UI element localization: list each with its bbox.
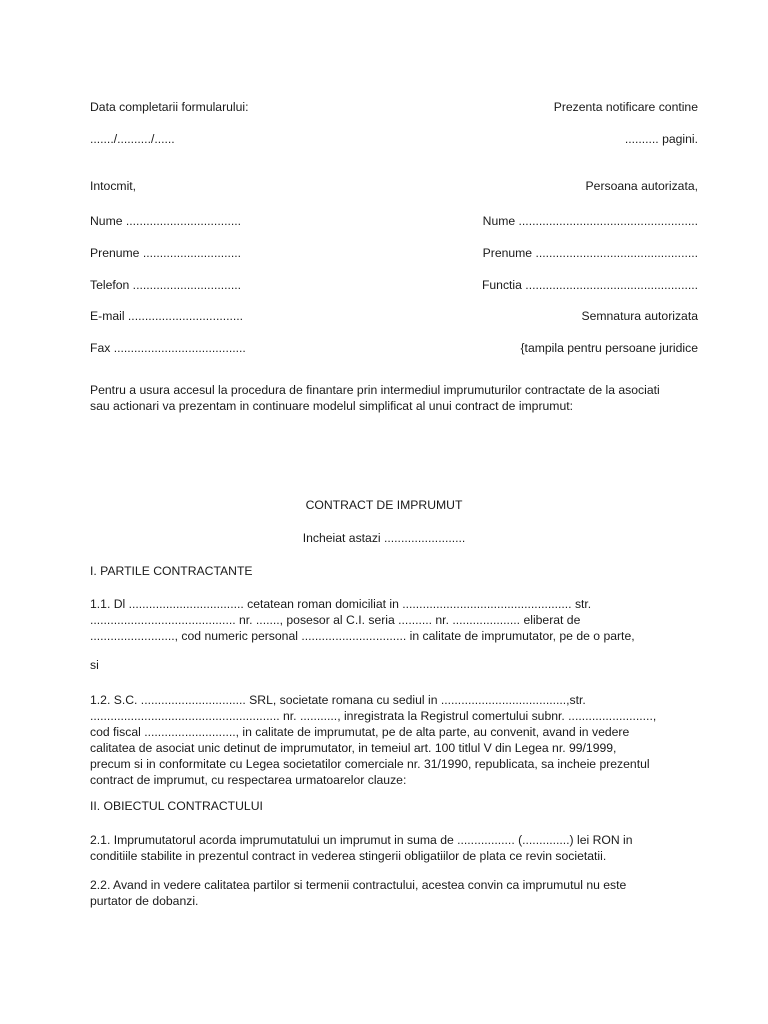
left-surname-field: Prenume ............................. xyxy=(90,246,242,260)
clause-line: calitatea de asociat unic detinut de imprumutator, in temeiul art. 100 titlul V din Legea nr. 99/1999, xyxy=(90,741,617,755)
clause-line: 2.2. Avand in vedere calitatea partilor si termenii contractului, acestea convin ca imprumutul nu este xyxy=(90,878,627,892)
intro-line: sau actionari va prezentam in continuare modelul simplificat al unui contract de imprumut: xyxy=(90,399,573,413)
clause-line: contract de imprumut, cu respectarea urmatoarelor clauze: xyxy=(90,773,407,787)
pages-value: .......... pagini. xyxy=(624,132,698,146)
clause-line: purtator de dobanzi. xyxy=(90,894,199,908)
date-value: ......./........../...... xyxy=(90,132,175,146)
contract-title: CONTRACT DE IMPRUMUT xyxy=(305,498,463,512)
clause-line: ........................., cod numeric personal ............................... in calitate de imprumutator, pe de o parte, xyxy=(90,629,635,643)
clause-line: 1.2. S.C. ............................... SRL, societate romana cu sediul in .....................................,str. xyxy=(90,693,586,707)
fax-field: Fax ....................................... xyxy=(90,341,246,355)
prepared-by-title: Intocmit, xyxy=(90,179,137,193)
clause-1-2 xyxy=(90,692,700,788)
email-field: E-mail .................................. xyxy=(90,309,244,323)
pages-label: Prezenta notificare contine xyxy=(553,100,698,114)
intro-line: Pentru a usura accesul la procedura de finantare prin intermediul imprumuturilor contractate de la asociati xyxy=(90,383,660,397)
section-1-title: I. PARTILE CONTRACTANTE xyxy=(90,564,253,578)
right-surname-field: Prenume ................................................ xyxy=(482,246,698,260)
contract-concluded-line: Incheiat astazi ........................ xyxy=(302,531,466,545)
clause-line: cod fiscal ..........................., in calitate de imprumutat, pe de alta parte, au convenit, avand in vedere xyxy=(90,725,630,739)
clause-2-2 xyxy=(90,877,700,909)
date-label: Data completarii formularului: xyxy=(90,100,249,114)
clause-line: 2.1. Imprumutatorul acorda imprumutatului un imprumut in suma de ................. (..............) lei RON in xyxy=(90,833,633,847)
authorized-person-title: Persoana autorizata, xyxy=(585,179,698,193)
clause-2-1 xyxy=(90,832,700,864)
function-field: Functia ................................................... xyxy=(481,278,698,292)
left-name-field: Nume .................................. xyxy=(90,214,242,228)
clause-line: ........................................... nr. ......., posesor al C.I. seria .......... nr. .................... eliberat de xyxy=(90,613,581,627)
and-word: si xyxy=(90,658,99,672)
clause-1-1 xyxy=(90,596,700,644)
clause-line: ........................................................ nr. ..........., inregistrata la Registrul comertului subnr. ........................., xyxy=(90,709,657,723)
signature-label: Semnatura autorizata xyxy=(581,309,698,323)
clause-line: 1.1. Dl .................................. cetatean roman domiciliat in .................................................. str. xyxy=(90,597,592,611)
clause-line: conditiile stabilite in prezentul contract in vederea stingerii obligatiilor de plata ce revin societatii. xyxy=(90,849,607,863)
section-2-title: II. OBIECTUL CONTRACTULUI xyxy=(90,799,263,813)
clause-line: precum si in conformitate cu Legea societatilor comerciale nr. 31/1990, republicata, sa incheie prezentul xyxy=(90,757,650,771)
intro-paragraph xyxy=(90,382,700,414)
stamp-label: {tampila pentru persoane juridice xyxy=(520,341,698,355)
right-name-field: Nume ..................................................... xyxy=(482,214,698,228)
phone-field: Telefon ................................ xyxy=(90,278,242,292)
